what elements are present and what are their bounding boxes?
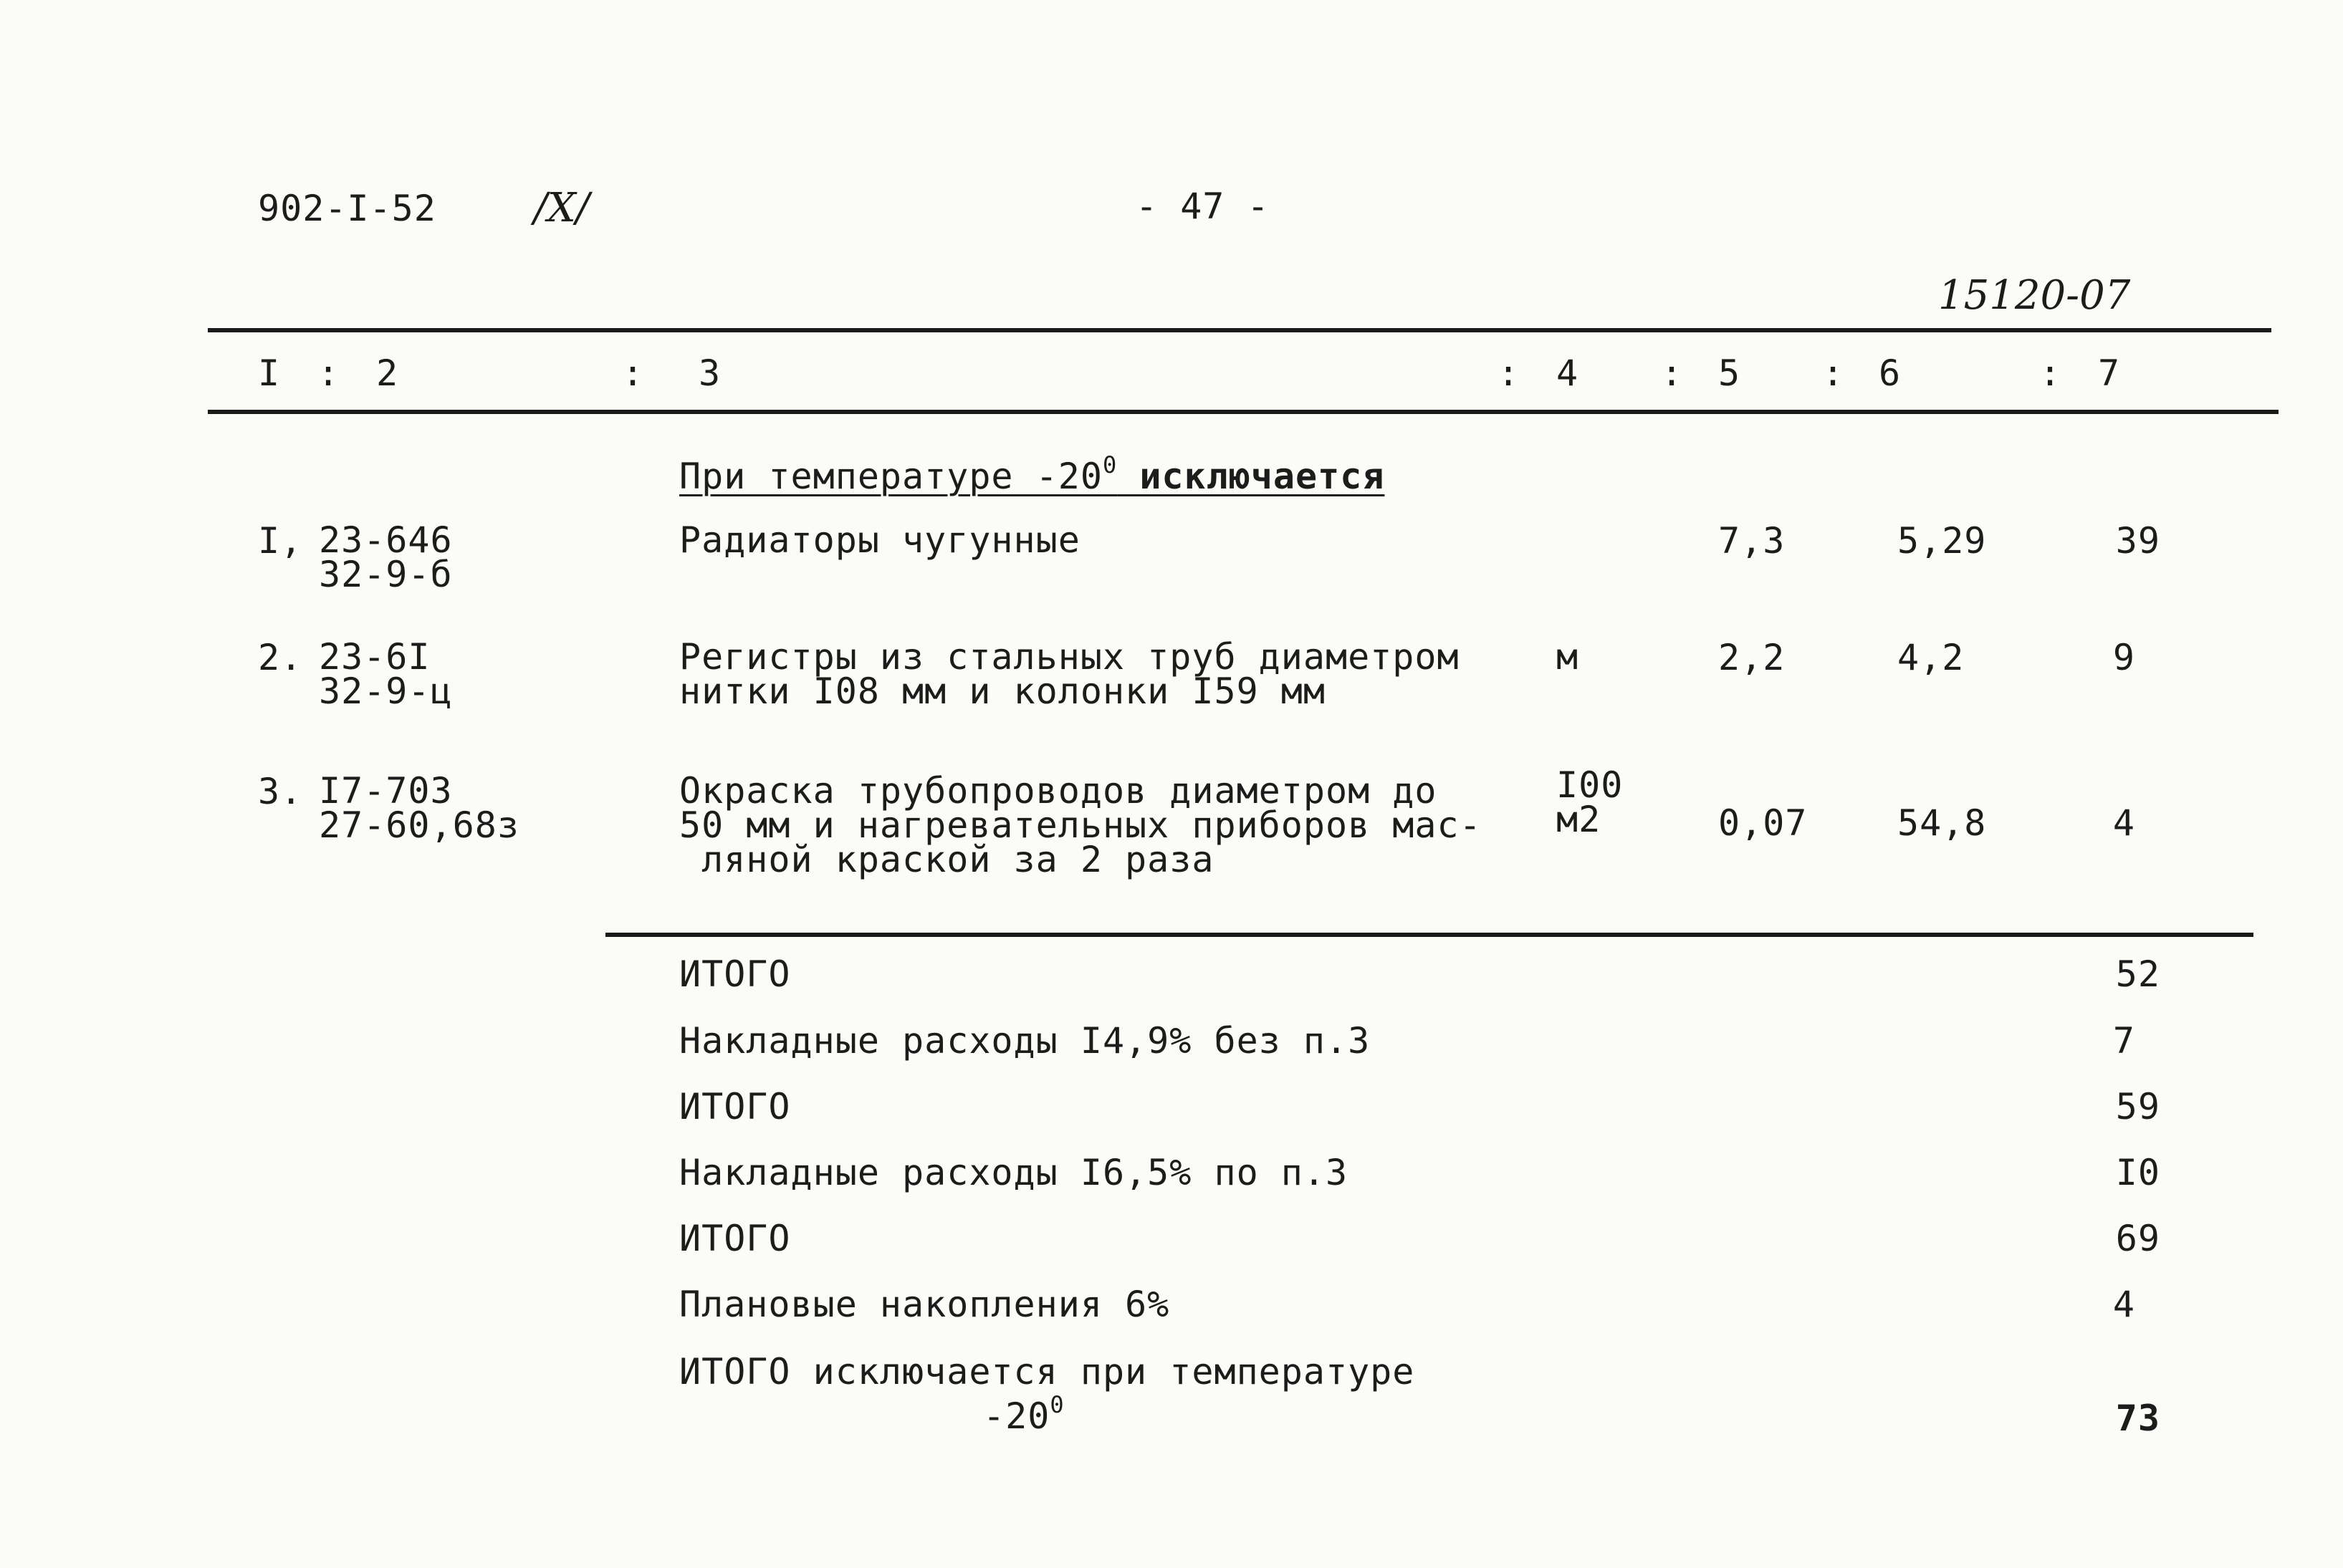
item-norm-codes: 23-6I 32-9-ц bbox=[319, 636, 453, 712]
item-unit: м bbox=[1556, 636, 1579, 678]
col-separator: : bbox=[1661, 352, 1684, 394]
summary-rule bbox=[605, 933, 2253, 937]
col-separator: : bbox=[1822, 352, 1845, 394]
summary-value: 52 bbox=[2115, 953, 2160, 995]
col-separator: : bbox=[317, 352, 340, 394]
col-header-5: 5 bbox=[1718, 352, 1741, 394]
item-unit-price: 54,8 bbox=[1897, 802, 1987, 844]
item-number: 3. bbox=[258, 771, 303, 812]
item-name: Окраска трубопроводов диаметром до 50 мм и нагревательных приборов мас- ляной краской за 2 раза bbox=[679, 770, 1482, 880]
summary-value: 7 bbox=[2112, 1020, 2135, 1062]
item-number: 2. bbox=[258, 637, 303, 678]
summary-label: ИТОГО bbox=[679, 953, 791, 995]
table-top-rule bbox=[208, 328, 2271, 332]
summary-label: Накладные расходы I4,9% без п.3 bbox=[679, 1020, 1371, 1062]
item-total: 9 bbox=[2112, 637, 2135, 678]
item-number: I, bbox=[258, 520, 303, 562]
item-total: 4 bbox=[2112, 802, 2135, 844]
summary-label: ИТОГО bbox=[679, 1086, 791, 1127]
summary-value: 59 bbox=[2115, 1086, 2160, 1127]
item-norm-codes: I7-703 27-60,68з bbox=[319, 770, 519, 846]
table-header-bottom-rule bbox=[208, 410, 2279, 414]
col-header-4: 4 bbox=[1556, 352, 1579, 394]
col-separator: : bbox=[1498, 352, 1520, 394]
volume-mark: /X/ bbox=[534, 185, 590, 231]
summary-label: Накладные расходы I6,5% по п.3 bbox=[679, 1152, 1348, 1193]
item-quantity: 2,2 bbox=[1718, 637, 1786, 678]
summary-label: ИТОГО bbox=[679, 1218, 791, 1259]
section-title: При температуре $-20^0$ исключается bbox=[679, 451, 1385, 497]
col-header-2: 2 bbox=[376, 352, 399, 394]
item-total: 39 bbox=[2115, 520, 2160, 562]
item-quantity: 0,07 bbox=[1718, 802, 1808, 844]
final-total-value: 73 bbox=[2115, 1398, 2160, 1439]
item-unit-price: 4,2 bbox=[1897, 637, 1965, 678]
col-separator: : bbox=[622, 352, 645, 394]
item-name: Регистры из стальных труб диаметром нитки I08 мм и колонки I59 мм bbox=[679, 636, 1460, 712]
summary-value: I0 bbox=[2115, 1152, 2160, 1193]
col-separator: : bbox=[2039, 352, 2062, 394]
final-total-label: ИТОГО исключается при температуре bbox=[679, 1351, 1415, 1393]
col-header-7: 7 bbox=[2098, 352, 2121, 394]
page-number: - 47 - bbox=[1136, 186, 1270, 227]
item-quantity: 7,3 bbox=[1718, 520, 1786, 562]
summary-value: 4 bbox=[2112, 1284, 2135, 1325]
summary-value: 69 bbox=[2115, 1218, 2160, 1259]
item-norm-codes: 23-646 32-9-б bbox=[319, 519, 453, 595]
item-unit: I00 м2 bbox=[1556, 764, 1624, 840]
item-unit-price: 5,29 bbox=[1897, 520, 1987, 562]
summary-label: Плановые накопления 6% bbox=[679, 1284, 1170, 1325]
document-code: 902-I-52 bbox=[258, 188, 436, 229]
col-header-6: 6 bbox=[1879, 352, 1902, 394]
item-name: Радиаторы чугунные bbox=[679, 519, 1081, 561]
col-header-3: 3 bbox=[699, 352, 722, 394]
col-header-1: I bbox=[258, 352, 281, 394]
final-total-temperature: $-20^0$ bbox=[983, 1391, 1065, 1437]
archive-stamp: 15120-07 bbox=[1938, 272, 2131, 319]
